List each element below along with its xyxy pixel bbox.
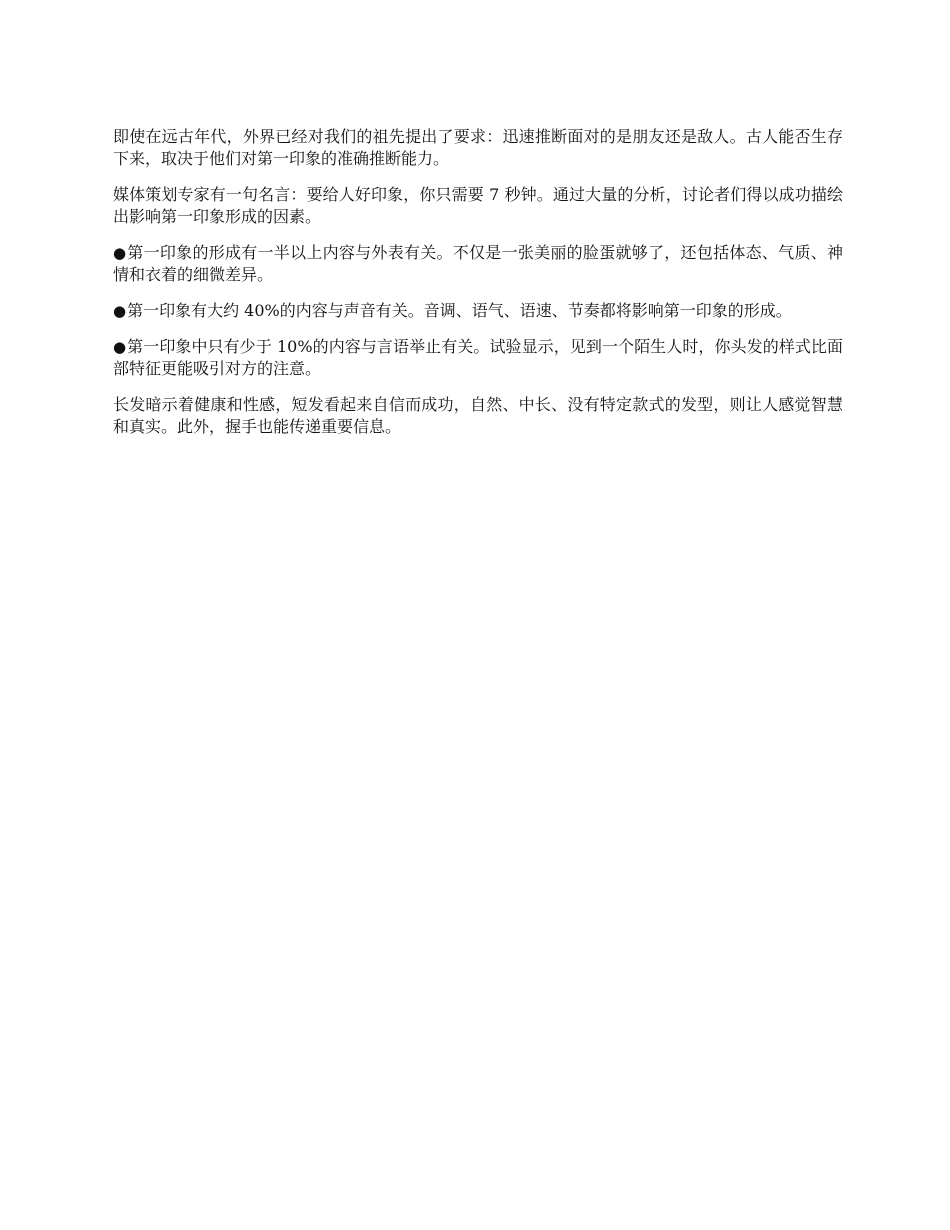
bullet-dot-icon: ● [113,338,127,356]
paragraph-6-text: 长发暗示着健康和性感，短发看起来自信而成功，自然、中长、没有特定款式的发型，则让人感觉智慧和真实。此外，握手也能传递重要信息。 [113,395,843,436]
paragraph-5-text: 第一印象中只有少于 10%的内容与言语举止有关。试验显示，见到一个陌生人时，你头发的样式比面部特征更能吸引对方的注意。 [113,337,843,378]
paragraph-2-text: 媒体策划专家有一句名言：要给人好印象，你只需要 7 秒钟。通过大量的分析，讨论者们得以成功描绘出影响第一印象形成的因素。 [113,185,843,226]
paragraph-1 [113,126,843,170]
document-body [113,126,843,452]
paragraph-3 [113,242,843,286]
paragraph-4 [113,300,843,322]
bullet-dot-icon: ● [113,244,127,262]
paragraph-2 [113,184,843,228]
paragraph-6 [113,394,843,438]
paragraph-3-text: 第一印象的形成有一半以上内容与外表有关。不仅是一张美丽的脸蛋就够了，还包括体态、气质、神情和衣着的细微差异。 [113,243,843,284]
paragraph-1-text: 即使在远古年代，外界已经对我们的祖先提出了要求：迅速推断面对的是朋友还是敌人。古人能否生存下来，取决于他们对第一印象的准确推断能力。 [113,127,843,168]
paragraph-4-text: 第一印象有大约 40%的内容与声音有关。音调、语气、语速、节奏都将影响第一印象的形成。 [127,301,792,320]
paragraph-5 [113,336,843,380]
bullet-dot-icon: ● [113,302,127,320]
